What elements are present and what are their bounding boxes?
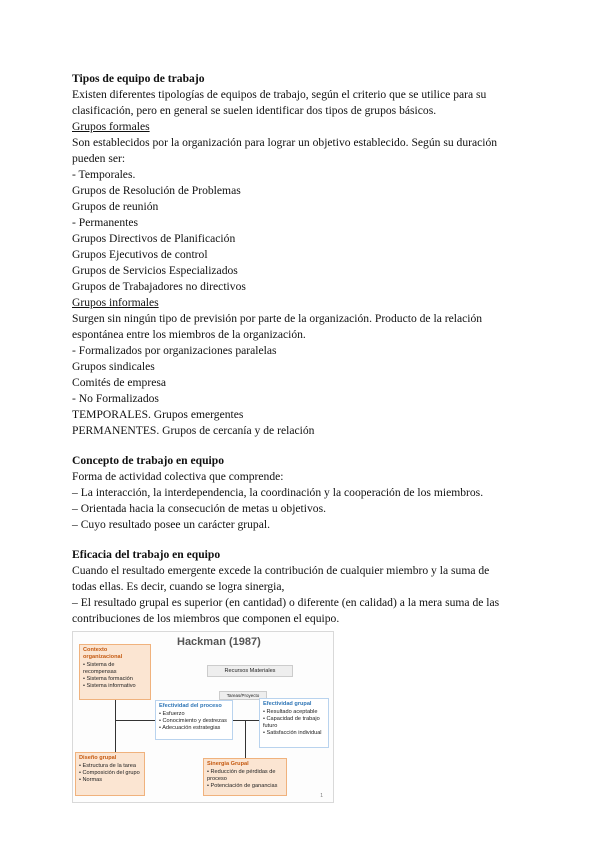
list-item: Grupos de Servicios Especializados	[72, 264, 238, 277]
list-item: – La interacción, la interdependencia, la coordinación y la cooperación de los miembros.	[72, 486, 484, 499]
connector-line	[245, 720, 246, 758]
list-item: - Permanentes	[72, 216, 138, 229]
list-item: - No Formalizados	[72, 392, 159, 405]
section-title-tipos: Tipos de equipo de trabajo	[72, 72, 205, 85]
box-recursos-materiales	[207, 665, 293, 677]
section-title-eficacia: Eficacia del trabajo en equipo	[72, 548, 221, 561]
box-efectividad-grupal	[259, 698, 329, 748]
box-item: • Adecuación estrategias	[159, 725, 221, 731]
box-sinergia-grupal	[203, 758, 287, 796]
box-item: • Resultado aceptable	[263, 709, 318, 715]
box-title: Diseño grupal	[79, 755, 117, 761]
heading-grupos-formales: Grupos formales	[72, 120, 150, 133]
list-item: Grupos Directivos de Planificación	[72, 232, 236, 245]
intro-line: Existen diferentes tipologías de equipos de trabajo, según el criterio que se utilice para su	[72, 88, 487, 101]
document-body	[72, 71, 532, 627]
paragraph-line: todas ellas. Es decir, cuando se logra sinergia,	[72, 580, 285, 593]
list-item: Grupos de reunión	[72, 200, 159, 213]
paragraph-line: Cuando el resultado emergente excede la contribución de cualquier miembro y la suma de	[72, 564, 490, 577]
paragraph-line: Son establecidos por la organización para lograr un objetivo establecido. Según su duración	[72, 136, 498, 149]
hackman-diagram	[72, 631, 334, 803]
box-item: • Normas	[79, 777, 103, 783]
intro-line: clasificación, pero en general se suelen identificar dos tipos de grupos básicos.	[72, 104, 437, 117]
paragraph-line: – El resultado grupal es superior (en cantidad) o diferente (en calidad) a la mera suma de las	[72, 596, 500, 609]
heading-grupos-informales: Grupos informales	[72, 296, 159, 309]
section-title-concepto: Concepto de trabajo en equipo	[72, 454, 225, 467]
connector-line	[115, 700, 116, 752]
paragraph-line: pueden ser:	[72, 152, 126, 165]
paragraph-line: Surgen sin ningún tipo de previsión por parte de la organización. Producto de la relación	[72, 312, 483, 325]
diagram-mark: 1	[320, 793, 323, 799]
list-item: Grupos de Resolución de Problemas	[72, 184, 241, 197]
box-efectividad-proceso	[155, 700, 233, 740]
list-item: PERMANENTES. Grupos de cercanía y de relación	[72, 424, 315, 437]
list-item: Grupos de Trabajadores no directivos	[72, 280, 246, 293]
diagram-title: Hackman (1987)	[177, 636, 261, 648]
list-item: – Cuyo resultado posee un carácter grupal.	[72, 518, 270, 531]
paragraph-line: espontánea entre los miembros de la organización.	[72, 328, 306, 341]
box-item: • Reducción de pérdidas de proceso	[207, 769, 276, 782]
box-item: • Sistema formación	[83, 676, 133, 682]
box-item: • Conocimiento y destrezas	[159, 718, 227, 724]
paragraph-line: contribuciones de los miembros que componen el equipo.	[72, 612, 340, 625]
box-item: • Potenciación de ganancias	[207, 783, 278, 789]
list-item: Grupos Ejecutivos de control	[72, 248, 208, 261]
list-item: Comités de empresa	[72, 376, 167, 389]
paragraph-line: Forma de actividad colectiva que comprende:	[72, 470, 284, 483]
connector-line	[233, 720, 259, 721]
connector-line	[115, 720, 155, 721]
box-diseno-grupal	[75, 752, 145, 796]
box-item: • Sistema informativo	[83, 683, 136, 689]
box-label: Recursos Materiales	[224, 668, 276, 674]
box-label: Tareas/Proyecto	[226, 693, 260, 698]
list-item: Grupos sindicales	[72, 360, 155, 373]
list-item: TEMPORALES. Grupos emergentes	[72, 408, 244, 421]
list-item: - Temporales.	[72, 168, 136, 181]
list-item: - Formalizados por organizaciones paralelas	[72, 344, 277, 357]
box-contexto-organizacional	[79, 644, 151, 700]
list-item: – Orientada hacia la consecución de metas u objetivos.	[72, 502, 327, 515]
box-item: • Composición del grupo	[79, 770, 140, 776]
box-title: Efectividad del proceso	[159, 703, 222, 709]
box-title: Contexto organizacional	[83, 647, 123, 660]
box-title: Efectividad grupal	[263, 701, 312, 707]
box-title: Sinergia Grupal	[207, 761, 249, 767]
box-item: • Esfuerzo	[159, 711, 185, 717]
box-item: • Sistema de recompensas	[83, 662, 117, 675]
box-item: • Estructura de la tarea	[79, 763, 136, 769]
box-item: • Capacidad de trabajo futuro	[263, 716, 320, 729]
box-item: • Satisfacción individual	[263, 730, 322, 736]
